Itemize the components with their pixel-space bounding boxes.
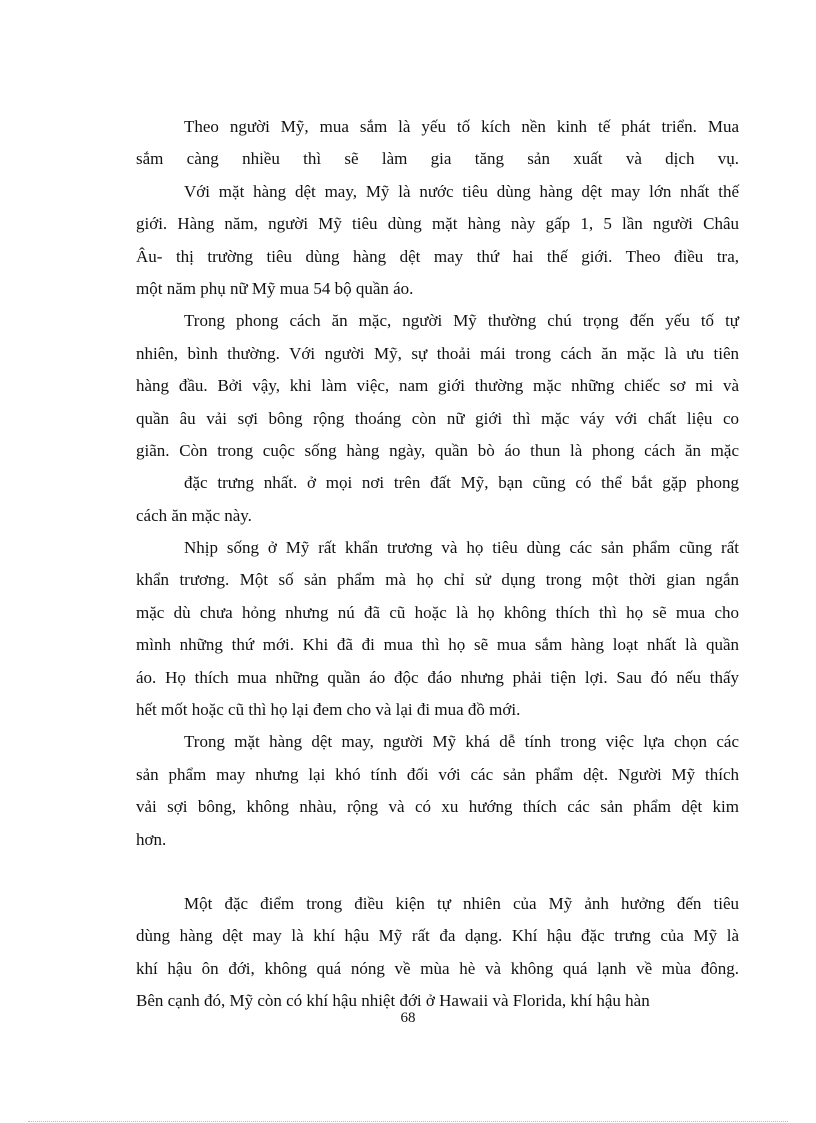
text-line: Trong phong cách ăn mặc, người Mỹ thường chú trọng đến yếu tố tự — [184, 311, 739, 331]
text-line: vải sợi bông, không nhàu, rộng và có xu hướng thích các sản phẩm dệt kim — [136, 797, 739, 817]
text-line: hàng đầu. Bởi vậy, khi làm việc, nam giới thường mặc những chiếc sơ mi và — [136, 376, 739, 396]
text-line: Một đặc điểm trong điều kiện tự nhiên của Mỹ ảnh hưởng đến tiêu — [184, 893, 739, 913]
text-line: một năm phụ nữ Mỹ mua 54 bộ quần áo. — [136, 278, 414, 298]
text-line: sản phẩm may nhưng lại khó tính đối với các sản phẩm dệt. Người Mỹ thích — [136, 764, 739, 784]
text-line: Với mặt hàng dệt may, Mỹ là nước tiêu dùng hàng dệt may lớn nhất thế — [184, 181, 739, 201]
body-text — [136, 111, 739, 1018]
text-line: khẩn trương. Một số sản phẩm mà họ chỉ sử dụng trong một thời gian ngắn — [136, 570, 739, 590]
text-line: hơn. — [136, 829, 167, 849]
text-line: Nhịp sống ở Mỹ rất khẩn trương và họ tiêu dùng các sản phẩm cũng rất — [184, 538, 739, 558]
text-line: giãn. Còn trong cuộc sống hàng ngày, quần bò áo thun là phong cách ăn mặc — [136, 440, 739, 460]
text-line: nhiên, bình thường. Với người Mỹ, sự thoải mái trong cách ăn mặc là ưu tiên — [136, 343, 739, 363]
page-number: 68 — [400, 1010, 416, 1026]
paragraph-gap — [136, 856, 739, 888]
text-line: Bên cạnh đó, Mỹ còn có khí hậu nhiệt đới ở Hawaii và Florida, khí hậu hàn — [136, 991, 650, 1011]
text-line: đặc trưng nhất. ở mọi nơi trên đất Mỹ, bạn cũng có thể bắt gặp phong — [184, 473, 739, 493]
text-line: Trong mặt hàng dệt may, người Mỹ khá dễ tính trong việc lựa chọn các — [184, 732, 739, 752]
text-line: sắm càng nhiều thì sẽ làm gia tăng sản xuất và dịch vụ. — [136, 149, 739, 169]
text-line: cách ăn mặc này. — [136, 505, 252, 525]
text-line: áo. Họ thích mua những quần áo độc đáo nhưng phải tiện lợi. Sau đó nếu thấy — [136, 667, 739, 687]
text-line: quần âu vải sợi bông rộng thoáng còn nữ giới thì mặc váy với chất liệu co — [136, 408, 739, 428]
text-line: Theo người Mỹ, mua sắm là yếu tố kích nền kinh tế phát triển. Mua — [184, 117, 739, 136]
text-line: giới. Hàng năm, người Mỹ tiêu dùng mặt hàng này gấp 1, 5 lần người Châu — [136, 214, 739, 234]
text-line: hết mốt hoặc cũ thì họ lại đem cho và lại đi mua đồ mới. — [136, 700, 521, 720]
footer-dotted-rule — [28, 1121, 788, 1122]
text-line: dùng hàng dệt may là khí hậu Mỹ rất đa dạng. Khí hậu đặc trưng của Mỹ là — [136, 926, 739, 946]
text-line: mình những thứ mới. Khi đã đi mua thì họ sẽ mua sắm hàng loạt nhất là quần — [136, 635, 739, 655]
text-line: mặc dù chưa hỏng nhưng nú đã cũ hoặc là họ không thích thì họ sẽ mua cho — [136, 602, 739, 622]
text-line: khí hậu ôn đới, không quá nóng về mùa hè và không quá lạnh về mùa đông. — [136, 958, 739, 978]
text-line: Âu- thị trường tiêu dùng hàng dệt may thứ hai thế giới. Theo điều tra, — [136, 246, 739, 266]
